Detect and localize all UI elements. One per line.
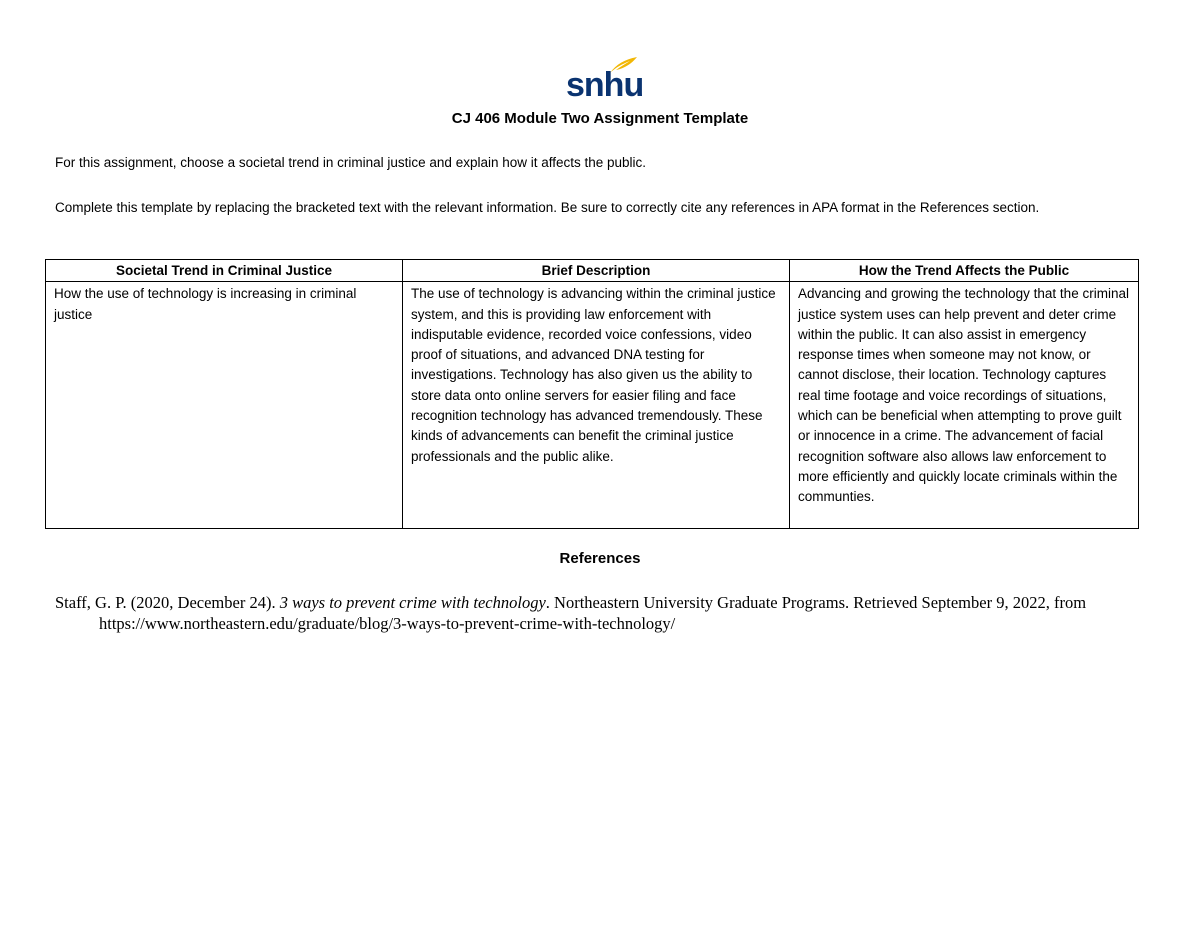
cell-public-effect: Advancing and growing the technology that the criminal justice system uses can help prevent and deter crime within the public. It can also assist in emergency response times when someone may not know, or cannot disclose, their location. Technology captures real time footage and voice recordings of situations, which can be beneficial when attempting to prove guilt or innocence in a crime. The advancement of facial recognition software also allows law enforcement to more efficiently and quickly locate criminals within the communties.: [790, 282, 1139, 529]
reference-source: . Northeastern University Graduate Programs. Retrieved September 9, 2022, from https://www.northeastern.edu/graduate/blog/3-ways-to-prevent-crime-with-technology/: [99, 593, 1087, 633]
table-row: [46, 282, 1139, 529]
reference-entry: [55, 592, 1135, 634]
logo-wordmark: snhu: [566, 66, 644, 104]
document-title: CJ 406 Module Two Assignment Template: [451, 110, 749, 127]
table-header-row: [46, 260, 1139, 282]
references-heading: References: [559, 550, 641, 567]
cell-societal-trend: How the use of technology is increasing in criminal justice: [46, 282, 403, 529]
header-societal-trend: Societal Trend in Criminal Justice: [46, 260, 403, 282]
snhu-logo: [560, 56, 644, 104]
header-public-effect: How the Trend Affects the Public: [790, 260, 1139, 282]
intro-paragraph-1: For this assignment, choose a societal trend in criminal justice and explain how it affects the public.: [55, 155, 647, 170]
intro-paragraph-2: Complete this template by replacing the bracketed text with the relevant information. Be sure to correctly cite any references in APA format in the References section.: [55, 200, 1040, 215]
header-brief-description: Brief Description: [403, 260, 790, 282]
reference-title: 3 ways to prevent crime with technology: [279, 593, 546, 612]
cell-brief-description: The use of technology is advancing within the criminal justice system, and this is providing law enforcement with indisputable evidence, recorded voice confessions, video proof of situations, and advanced DNA testing for investigations. Technology has also given us the ability to store data onto online servers for easier filing and face recognition technology has advanced tremendously. These kinds of advancements can benefit the criminal justice professionals and the public alike.: [403, 282, 790, 529]
reference-authors-date: Staff, G. P. (2020, December 24).: [55, 593, 280, 612]
trend-table: [45, 259, 1139, 529]
